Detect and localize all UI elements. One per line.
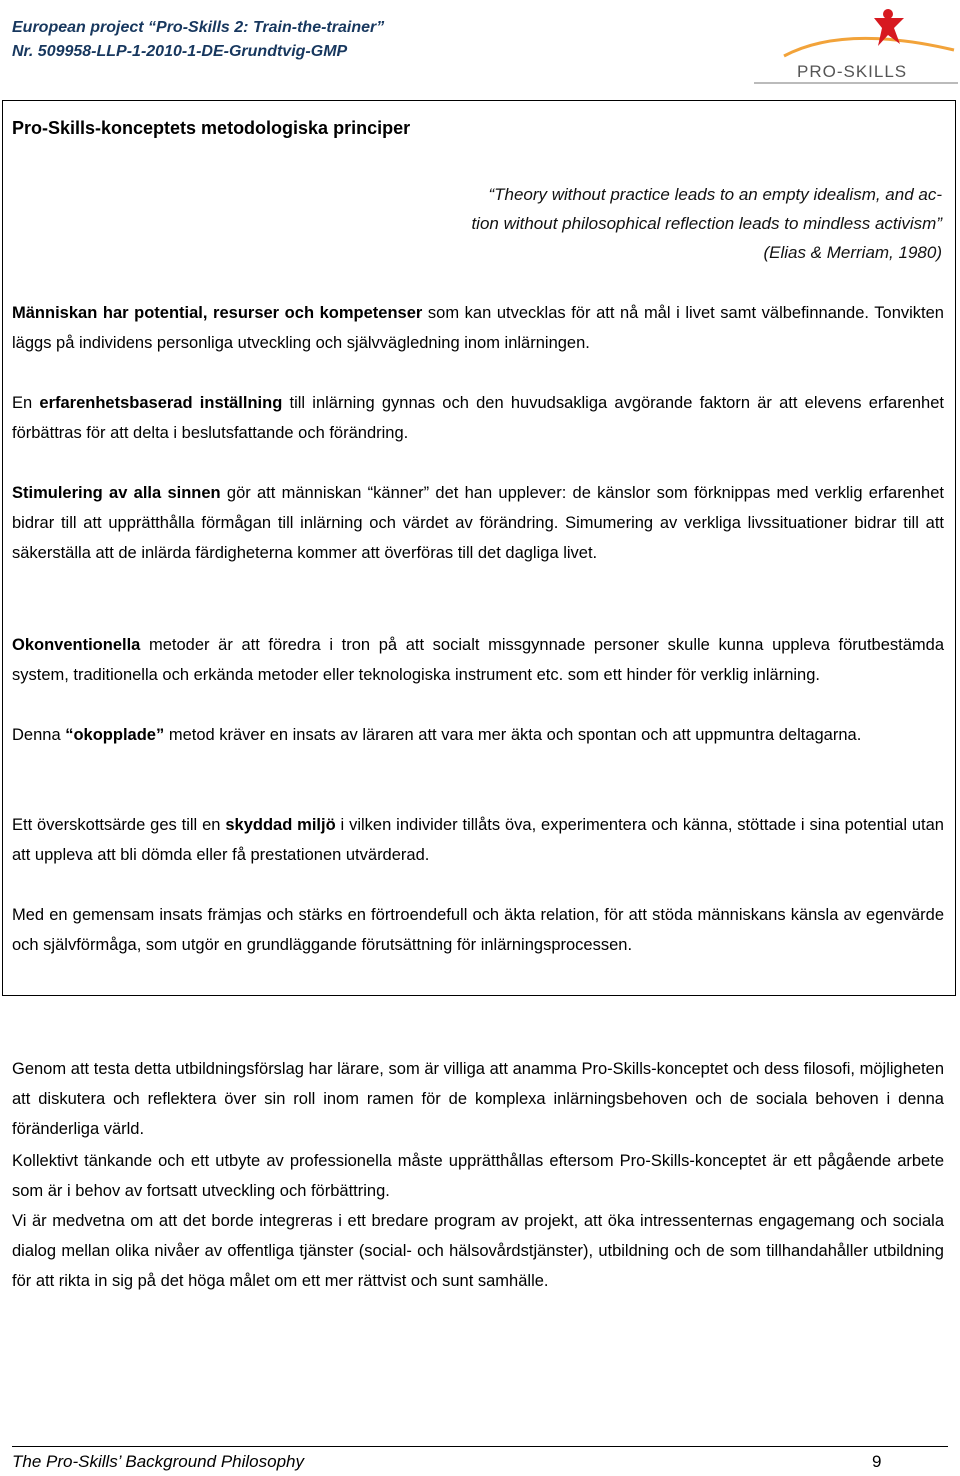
logo-graphic	[754, 4, 958, 64]
header-project-number: Nr. 509958-LLP-1-2010-1-DE-Grundtvig-GMP	[12, 43, 348, 60]
paragraph-potential	[12, 298, 944, 358]
footer-title: The Pro-Skills’ Background Philosophy	[12, 1452, 304, 1471]
bold-phrase: erfarenhetsbaserad inställning	[39, 394, 283, 412]
pro-skills-logo	[754, 4, 958, 82]
paragraph-text: gör att människan “känner” det han upplever: de känslor som förknippas med verklig erfarenhet bidrar till att upprätthålla förmågan till inlärning och värdet av förändring. Simumering av verkliga livssituationer bidrar till att säkerställa att de inlärda färdigheterna kommer att överföras till det dagliga livet.	[12, 484, 944, 562]
epigraph-quote	[382, 180, 942, 267]
paragraph-experience	[12, 388, 944, 448]
quote-line-2: tion without philosophical reflection leads to mindless activism”	[471, 214, 942, 233]
paragraph-text: metoder är att föredra i tron på att socialt missgynnade personer skulle kunna uppleva förutbestämda system, traditionella och erkända metoder eller teknologiska instrument etc. som ett hinder för verklig inlärning.	[12, 636, 944, 684]
bold-phrase: skyddad miljö	[225, 816, 336, 834]
footer-rule	[12, 1446, 948, 1447]
paragraph-text: som kan utvecklas för att nå mål i livet samt välbefinnande. Tonvikten läggs på individens personliga utveckling och självvägledning inom inlärningen.	[12, 304, 944, 352]
paragraph-integration: Vi är medvetna om att det borde integreras i ett bredare program av projekt, att öka intressenternas engagemang och sociala dialog mellan olika nivåer av offentliga tjänster (social- och hälsovårdstjänster), utbildning och de som tillhandahåller utbildning för att rikta in sig på det höga målet om ett mer rättvist och sunt samhälle.	[12, 1212, 944, 1290]
page-number: 9	[872, 1452, 882, 1471]
header-project-title: European project “Pro-Skills 2: Train-the-trainer”	[12, 19, 385, 36]
logo-swoosh	[784, 38, 954, 56]
paragraph-protected-environment	[12, 810, 944, 870]
paragraph-unconventional	[12, 630, 944, 690]
bold-phrase: “okopplade”	[65, 726, 165, 744]
paragraph-collective: Kollektivt tänkande och ett utbyte av professionella måste upprätthållas eftersom Pro-Skills-konceptet är ett pågående arbete som är i behov av fortsatt utveckling och förbättring.	[12, 1152, 944, 1200]
paragraph-senses	[12, 478, 944, 568]
paragraph-testing: Genom att testa detta utbildningsförslag har lärare, som är villiga att anamma Pro-Skills-konceptet och dess filosofi, möjligheten att diskutera och reflektera över sin roll inom ramen för de komplexa inlärningsbehoven och de sociala behoven i denna föränderliga värld.	[12, 1060, 944, 1138]
paragraph-lead: En	[12, 394, 40, 412]
bold-phrase: Stimulering av alla sinnen	[12, 484, 221, 502]
bold-phrase: Okonventionella	[12, 636, 141, 654]
quote-line-1: “Theory without practice leads to an empty idealism, and ac-	[488, 185, 942, 204]
paragraph-text: till inlärning gynnas och den huvudsakliga avgörande faktorn är att elevens erfarenhet förbättras för att delta i beslutsfattande och förändring.	[12, 394, 944, 442]
paragraph-text: metod kräver en insats av läraren att vara mer äkta och spontan och att uppmuntra deltagarna.	[164, 726, 862, 744]
paragraph-lead: Ett överskottsärde ges till en	[12, 816, 226, 834]
paragraph-unplugged	[12, 720, 944, 750]
paragraph-text: i vilken individer tillåts öva, experimentera och känna, stöttade i sina potential utan att uppleva att bli dömda eller få prestationen utvärderad.	[12, 816, 944, 864]
paragraph-relationship: Med en gemensam insats främjas och stärks en förtroendefull och äkta relation, för att stöda människans känsla av egenvärde och självförmåga, som utgör en grundläggande förutsättning för inlärningsprocessen.	[12, 906, 944, 954]
section-title: Pro-Skills-konceptets metodologiska principer	[12, 118, 411, 138]
document-header	[12, 16, 384, 64]
logo-text: PRO-SKILLS	[797, 62, 908, 81]
quote-citation: (Elias & Merriam, 1980)	[763, 243, 942, 262]
header-rule	[754, 82, 958, 84]
bold-phrase: Människan har potential, resurser och kompetenser	[12, 304, 423, 322]
paragraph-lead: Denna	[12, 726, 66, 744]
